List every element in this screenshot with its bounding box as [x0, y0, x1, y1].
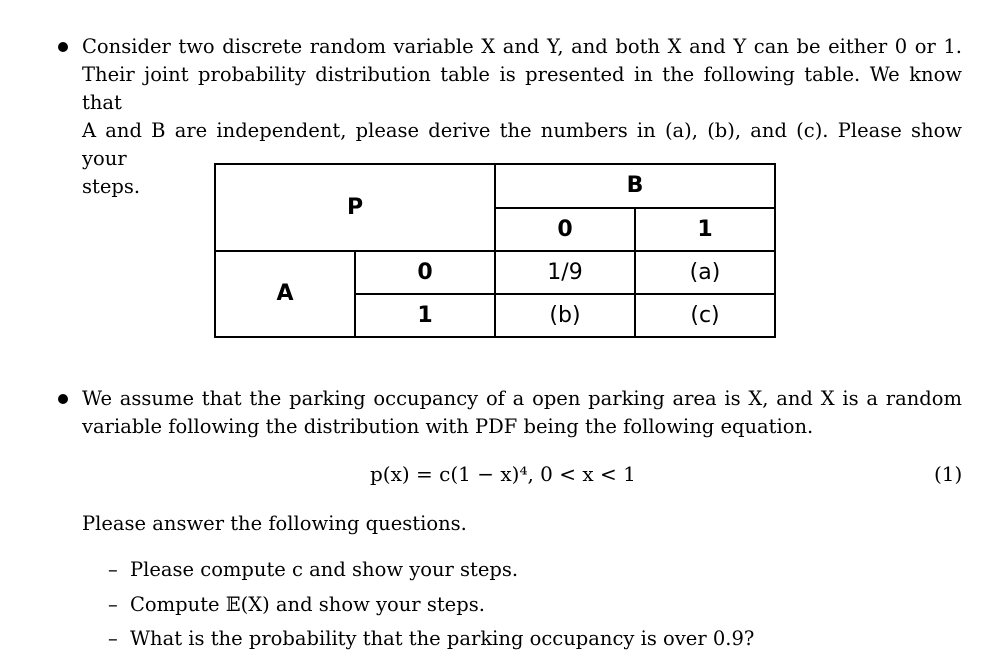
row-header-0: 0 [355, 251, 495, 294]
intro-line-3: A and B are independent, please derive the numbers in (a), (b), and (c). Please show your [82, 119, 962, 170]
question-item [108, 625, 754, 653]
question-text: What is the probability that the parking occupancy is over 0.9? [130, 627, 755, 650]
intro-line-2: Their joint probability distribution table is presented in the following table. We know that [82, 63, 962, 114]
intro-line-1: Consider two discrete random variable X and Y, and both X and Y can be either 0 or 1. [82, 35, 962, 58]
column-group-label: B [495, 164, 775, 208]
column-header-1: 1 [635, 208, 775, 251]
column-header-0: 0 [495, 208, 635, 251]
question-item [108, 556, 518, 584]
pdf-equation: p(x) = c(1 − x)⁴, 0 < x < 1 [370, 462, 636, 486]
question-text: Compute 𝔼(X) and show your steps. [130, 593, 485, 616]
parking-line-1: We assume that the parking occupancy of a open parking area is X, and X is a random [82, 387, 962, 410]
table-cell: 1/9 [495, 251, 635, 294]
bullet-marker-1 [58, 42, 68, 52]
row-header-1: 1 [355, 294, 495, 337]
joint-probability-table [214, 163, 776, 338]
questions-prompt: Please answer the following questions. [82, 512, 467, 535]
row-group-label: A [215, 251, 355, 337]
dash-marker: – [108, 558, 118, 581]
table-cell: (b) [495, 294, 635, 337]
dash-marker: – [108, 593, 118, 616]
question-text: Please compute c and show your steps. [130, 558, 519, 581]
table-cell: (a) [635, 251, 775, 294]
equation-number: (1) [934, 462, 963, 486]
intro-paragraph-2 [82, 385, 962, 441]
bullet-marker-2 [58, 394, 68, 404]
table-corner-label: P [215, 164, 495, 251]
dash-marker: – [108, 627, 118, 650]
intro-line-4: steps. [82, 175, 141, 198]
question-item [108, 591, 485, 619]
parking-line-2: variable following the distribution with PDF being the following equation. [82, 415, 814, 438]
table-cell: (c) [635, 294, 775, 337]
